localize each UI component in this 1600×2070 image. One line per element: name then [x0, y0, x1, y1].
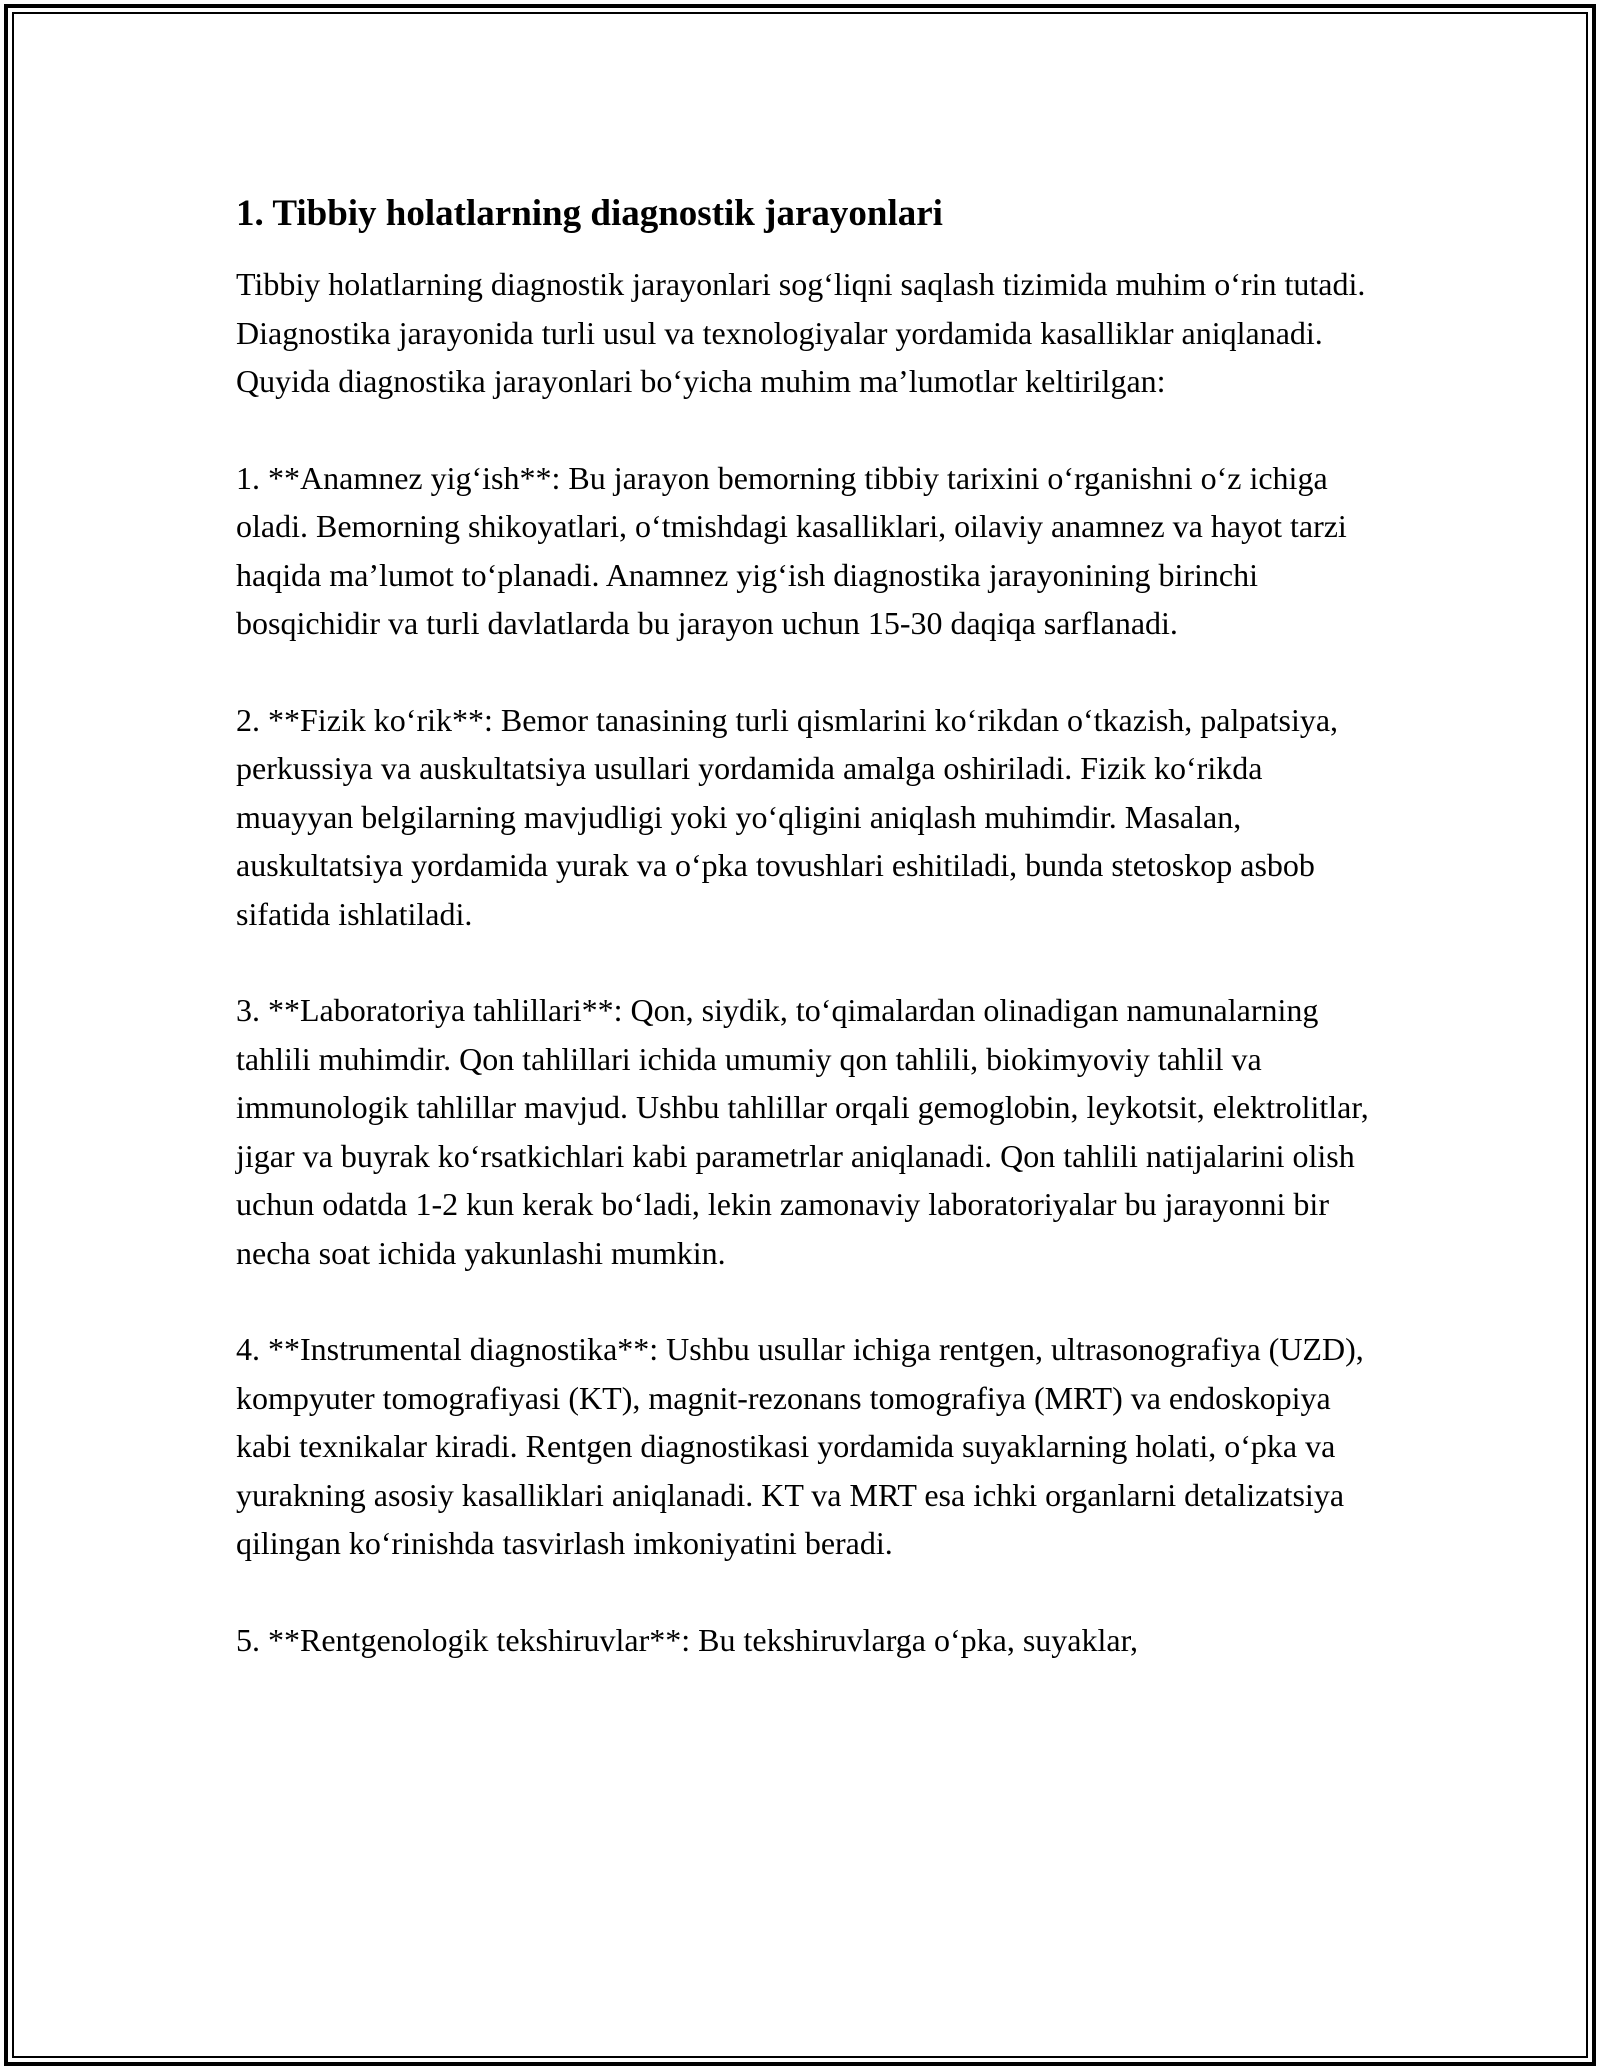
paragraph-laboratoriya: 3. **Laboratoriya tahlillari**: Qon, siydik, to‘qimalardan olinadigan namunalarning tahlili muhimdir. Qon tahlillari ichida umumiy qon tahlili, biokimyoviy tahlil va immunologik tahlillar mavjud. Ushbu tahlillar orqali gemoglobin, leykotsit, elektrolitlar, jigar va buyrak ko‘rsatkichlari kabi parametrlar aniqlanadi. Qon tahlili natijalarini olish uchun odatda 1-2 kun kerak bo‘ladi, lekin zamonaviy laboratoriyalar bu jarayonni bir necha soat ichida yakunlashi mumkin.	[236, 992, 1369, 1271]
section-heading: 1. Tibbiy holatlarning diagnostik jarayonlari	[236, 193, 943, 234]
document-body	[236, 188, 1376, 1712]
intro-paragraph: Tibbiy holatlarning diagnostik jarayonlari sog‘liqni saqlash tizimida muhim o‘rin tutadi. Diagnostika jarayonida turli usul va texnologiyalar yordamida kasalliklar aniqlanadi. Quyida diagnostika jarayonlari bo‘yicha muhim ma’lumotlar keltirilgan:	[236, 266, 1366, 399]
paragraph-anamnez: 1. **Anamnez yig‘ish**: Bu jarayon bemorning tibbiy tarixini o‘rganishni o‘z ichiga oladi. Bemorning shikoyatlari, o‘tmishdagi kasalliklari, oilaviy anamnez va hayot tarzi haqida ma’lumot to‘planadi. Anamnez yig‘ish diagnostika jarayonining birinchi bosqichidir va turli davlatlarda bu jarayon uchun 15-30 daqiqa sarflanadi.	[236, 459, 1347, 641]
paragraph-instrumental: 4. **Instrumental diagnostika**: Ushbu usullar ichiga rentgen, ultrasonografiya (UZD), kompyuter tomografiyasi (KT), magnit-rezonans tomografiya (MRT) va endoskopiya kabi texnikalar kiradi. Rentgen diagnostikasi yordamida suyaklarning holati, o‘pka va yurakning asosiy kasalliklari aniqlanadi. KT va MRT esa ichki organlarni detalizatsiya qilingan ko‘rinishda tasvirlash imkoniyatini beradi.	[236, 1331, 1364, 1561]
paragraph-rentgenologik: 5. **Rentgenologik tekshiruvlar**: Bu tekshiruvlarga o‘pka, suyaklar,	[236, 1621, 1138, 1658]
paragraph-fizik-korik: 2. **Fizik ko‘rik**: Bemor tanasining turli qismlarini ko‘rikdan o‘tkazish, palpatsiya, perkussiya va auskultatsiya usullari yordamida amalga oshiriladi. Fizik ko‘rikda muayyan belgilarning mavjudligi yoki yo‘qligini aniqlash muhimdir. Masalan, auskultatsiya yordamida yurak va o‘pka tovushlari eshitiladi, bunda stetoskop asbob sifatida ishlatiladi.	[236, 701, 1339, 932]
